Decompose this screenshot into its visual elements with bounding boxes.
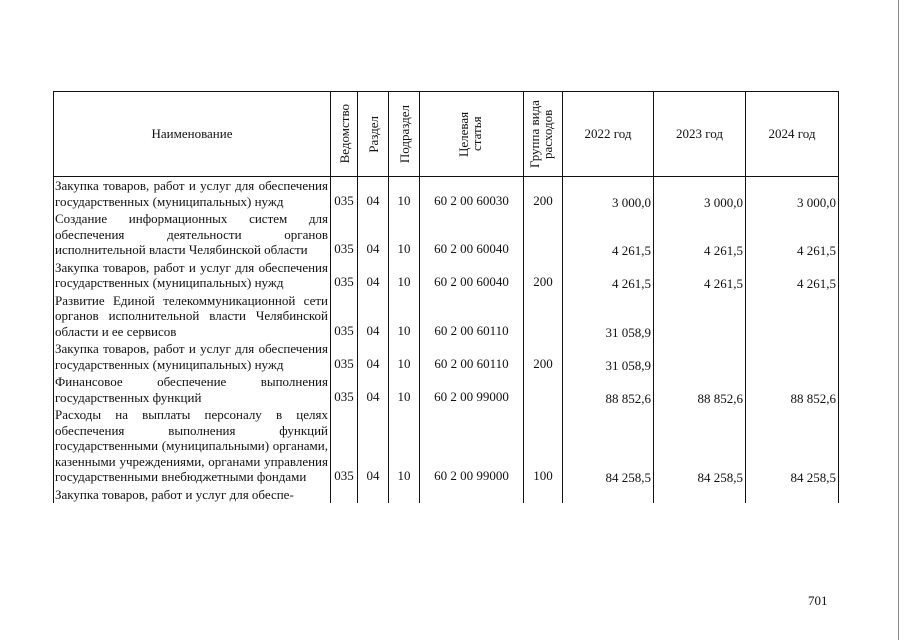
cell-y2023 <box>654 340 746 373</box>
cell-vedomstvo: 035 <box>331 177 358 211</box>
cell-statya: 60 2 00 60030 <box>420 177 524 211</box>
header-2022: 2022 год <box>563 92 654 177</box>
cell-razdel: 04 <box>358 292 389 341</box>
cell-podrazdel: 10 <box>389 292 420 341</box>
cell-y2024: 84 258,5 <box>746 406 839 486</box>
cell-gruppa: 200 <box>524 259 563 292</box>
cell-y2024: 3 000,0 <box>746 177 839 211</box>
cell-statya: 60 2 00 60040 <box>420 210 524 259</box>
cell-razdel: 04 <box>358 340 389 373</box>
cell-name: Развитие Единой телекоммуникационной сети органов исполнительной власти Челябинской области и ее сервисов <box>54 292 331 341</box>
cell-gruppa <box>524 373 563 406</box>
header-vedomstvo <box>331 92 358 177</box>
header-podrazdel-label: Подраздел <box>396 104 412 164</box>
cell-y2022: 84 258,5 <box>563 406 654 486</box>
header-vedomstvo-label: Ведомство <box>336 104 352 164</box>
cell-name: Финансовое обеспечение выполнения государственных функций <box>54 373 331 406</box>
table-row <box>54 373 839 406</box>
header-statya <box>420 92 524 177</box>
cell-vedomstvo: 035 <box>331 259 358 292</box>
cell-y2022: 4 261,5 <box>563 259 654 292</box>
cell-gruppa: 200 <box>524 340 563 373</box>
header-razdel-label: Раздел <box>365 115 381 153</box>
cell-y2022: 31 058,9 <box>563 292 654 341</box>
cell-name: Расходы на выплаты персоналу в целях обеспечения выполнения функций государственными (муниципальными) органами, казенными учреждениями, органами управления государственными внебюджетными фондами <box>54 406 331 486</box>
cell-statya: 60 2 00 99000 <box>420 373 524 406</box>
table-header <box>54 92 839 177</box>
cell-vedomstvo: 035 <box>331 373 358 406</box>
cell-name: Закупка товаров, работ и услуг для обеспе- <box>54 486 331 504</box>
cell-y2023 <box>654 292 746 341</box>
cell-gruppa <box>524 486 563 504</box>
cell-y2022 <box>563 486 654 504</box>
header-podrazdel <box>389 92 420 177</box>
cell-razdel <box>358 486 389 504</box>
table-row <box>54 177 839 211</box>
cell-gruppa <box>524 292 563 341</box>
cell-y2024: 4 261,5 <box>746 210 839 259</box>
cell-podrazdel: 10 <box>389 406 420 486</box>
table-row <box>54 486 839 504</box>
table-row <box>54 259 839 292</box>
table-row <box>54 340 839 373</box>
cell-y2022: 88 852,6 <box>563 373 654 406</box>
cell-statya <box>420 486 524 504</box>
cell-y2024 <box>746 340 839 373</box>
header-2023: 2023 год <box>654 92 746 177</box>
header-razdel <box>358 92 389 177</box>
cell-razdel: 04 <box>358 177 389 211</box>
cell-podrazdel: 10 <box>389 259 420 292</box>
header-row <box>54 92 839 177</box>
cell-y2024 <box>746 292 839 341</box>
header-statya-label: Целевая статья <box>455 111 484 157</box>
cell-name: Закупка товаров, работ и услуг для обеспечения государственных (муниципальных) нужд <box>54 177 331 211</box>
budget-table <box>53 91 839 503</box>
cell-vedomstvo: 035 <box>331 340 358 373</box>
cell-razdel: 04 <box>358 373 389 406</box>
cell-y2022: 3 000,0 <box>563 177 654 211</box>
cell-vedomstvo: 035 <box>331 292 358 341</box>
cell-razdel: 04 <box>358 406 389 486</box>
table-body <box>54 177 839 504</box>
cell-statya: 60 2 00 60110 <box>420 292 524 341</box>
table-row <box>54 210 839 259</box>
cell-y2022: 4 261,5 <box>563 210 654 259</box>
cell-gruppa: 200 <box>524 177 563 211</box>
cell-razdel: 04 <box>358 259 389 292</box>
cell-statya: 60 2 00 99000 <box>420 406 524 486</box>
budget-document <box>53 91 838 503</box>
cell-y2023: 3 000,0 <box>654 177 746 211</box>
cell-y2024: 88 852,6 <box>746 373 839 406</box>
cell-y2023: 4 261,5 <box>654 259 746 292</box>
cell-y2023 <box>654 486 746 504</box>
cell-podrazdel: 10 <box>389 177 420 211</box>
cell-name: Закупка товаров, работ и услуг для обеспечения государственных (муниципальных) нужд <box>54 259 331 292</box>
cell-vedomstvo: 035 <box>331 210 358 259</box>
cell-gruppa <box>524 210 563 259</box>
cell-podrazdel <box>389 486 420 504</box>
header-gruppa-label: Группа вида расходов <box>527 100 555 168</box>
cell-vedomstvo: 035 <box>331 406 358 486</box>
cell-razdel: 04 <box>358 210 389 259</box>
cell-podrazdel: 10 <box>389 373 420 406</box>
cell-name: Закупка товаров, работ и услуг для обеспечения государственных (муниципальных) нужд <box>54 340 331 373</box>
cell-podrazdel: 10 <box>389 340 420 373</box>
cell-statya: 60 2 00 60040 <box>420 259 524 292</box>
cell-y2023: 88 852,6 <box>654 373 746 406</box>
table-row <box>54 292 839 341</box>
cell-podrazdel: 10 <box>389 210 420 259</box>
cell-y2023: 4 261,5 <box>654 210 746 259</box>
cell-y2024: 4 261,5 <box>746 259 839 292</box>
cell-y2023: 84 258,5 <box>654 406 746 486</box>
page-number: 701 <box>808 593 828 608</box>
table-row <box>54 406 839 486</box>
cell-statya: 60 2 00 60110 <box>420 340 524 373</box>
cell-name: Создание информационных систем для обеспечения деятельности органов исполнительной власти Челябинской области <box>54 210 331 259</box>
header-2024: 2024 год <box>746 92 839 177</box>
cell-y2024 <box>746 486 839 504</box>
cell-vedomstvo <box>331 486 358 504</box>
header-name: Наименование <box>54 92 331 177</box>
cell-y2022: 31 058,9 <box>563 340 654 373</box>
cell-gruppa: 100 <box>524 406 563 486</box>
page-edge-line <box>898 0 899 640</box>
header-gruppa <box>524 92 563 177</box>
